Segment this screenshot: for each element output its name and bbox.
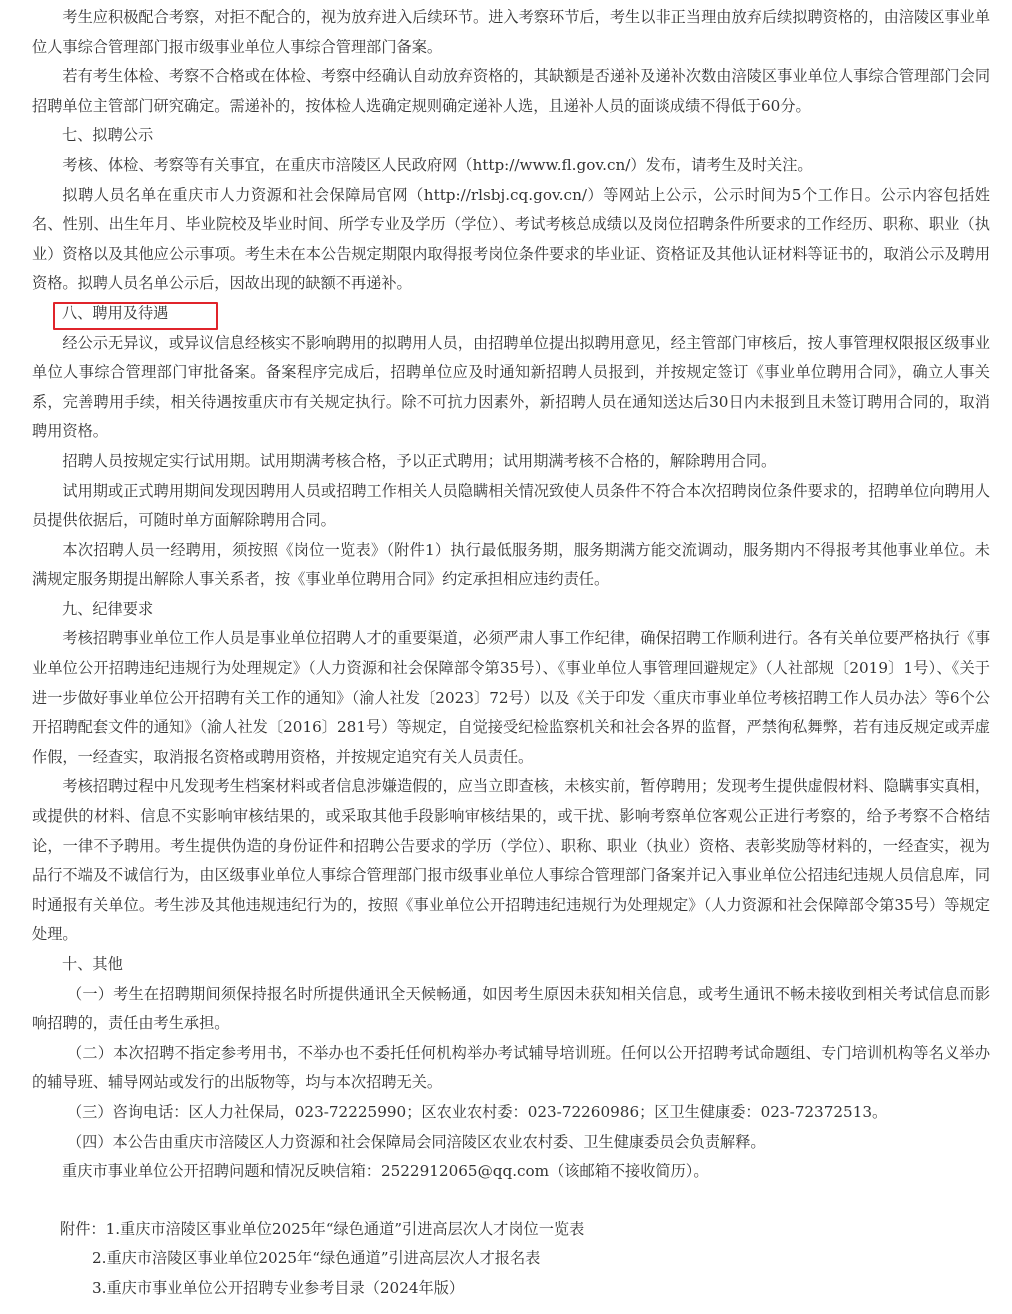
attachment-item — [32, 1244, 990, 1274]
paragraph: 考核招聘事业单位工作人员是事业单位招聘人才的重要渠道，必须严肃人事工作纪律，确保招聘工作顺利进行。各有关单位要严格执行《事业单位公开招聘违纪违规行为处理规定》（人力资源和社会保障部令第35号）、《事业单位人事管理回避规定》（人社部规〔2019〕1号）、《关于进一步做好事业单位公开招聘有关工作的通知》（渝人社发〔2023〕72号）以及《关于印发〈重庆市事业单位考核招聘工作人员办法〉等6个公开招聘配套文件的通知》（渝人社发〔2016〕281号）等规定，自觉接受纪检监察机关和社会各界的监督，严禁徇私舞弊，若有违反规定或弄虚作假，一经查实，取消报名资格或聘用资格，并按规定追究有关人员责任。 — [32, 629, 990, 766]
paragraph: 若有考生体检、考察不合格或在体检、考察中经确认自动放弃资格的，其缺额是否递补及递补次数由涪陵区事业单位人事综合管理部门会同招聘单位主管部门研究确定。需递补的，按体检人选确定规则确定递补人选，且递补人员的面谈成绩不得低于60分。 — [32, 67, 990, 115]
spacer — [32, 1187, 990, 1215]
paragraph: 考生应积极配合考察，对拒不配合的，视为放弃进入后续环节。进入考察环节后，考生以非正当理由放弃后续拟聘资格的，由涪陵区事业单位人事综合管理部门报市级事业单位人事综合管理部门备案。 — [32, 8, 990, 56]
section-heading-10: 十、其他 — [62, 955, 123, 973]
paragraph: 本次招聘人员一经聘用，须按照《岗位一览表》（附件1）执行最低服务期，服务期满方能交流调动，服务期内不得报考其他事业单位。未满规定服务期提出解除人事关系者，按《事业单位聘用合同》约定承担相应违约责任。 — [32, 540, 990, 589]
paragraph: 考核招聘过程中凡发现考生档案材料或者信息涉嫌造假的，应当立即查核，未核实前，暂停聘用；发现考生提供虚假材料、隐瞒事实真相，或提供的材料、信息不实影响审核结果的，或采取其他手段影响审核结果的，或干扰、影响考察单位客观公正进行考察的，给予考察不合格结论，一律不予聘用。考生提供伪造的身份证件和招聘公告要求的学历（学位）、职称、职业（执业）资格、表彰奖励等材料的，一经查实，视为品行不端及不诚信行为，由区级事业单位人事综合管理部门报市级事业单位人事综合管理部门备案并记入事业单位公招违纪违规人员信息库，同时通报有关单位。考生涉及其他违规违纪行为的，按照《事业单位公开招聘违纪违规行为处理规定》（人力资源和社会保障部令第35号）等规定处理。 — [32, 777, 990, 944]
list-item: （三）咨询电话：区人力社保局，023-72225990；区农业农村委：023-72260986；区卫生健康委：023-72372513。 — [66, 1102, 888, 1121]
paragraph: 拟聘人员名单在重庆市人力资源和社会保障局官网（http://rlsbj.cq.gov.cn/）等网站上公示，公示时间为5个工作日。公示内容包括姓名、性别、出生年月、毕业院校及毕业时间、所学专业及学历（学位）、考试考核总成绩以及岗位招聘条件所要求的工作经历、职称、职业（执业）资格以及其他应公示事项。考生未在本公告规定期限内取得报考岗位条件要求的毕业证、资格证及其他认证材料等证书的，取消公示及聘用资格。拟聘人员名单公示后，因故出现的缺额不再递补。 — [32, 185, 990, 293]
paragraph: 试用期或正式聘用期间发现因聘用人员或招聘工作相关人员隐瞒相关情况致使人员条件不符合本次招聘岗位条件要求的，招聘单位向聘用人员提供依据后，可随时单方面解除聘用合同。 — [32, 481, 990, 530]
attachment-item — [32, 1274, 990, 1304]
paragraph: 考核、体检、考察等有关事宜，在重庆市涪陵区人民政府网（http://www.fl.gov.cn/）发布，请考生及时关注。 — [62, 155, 813, 174]
paragraph: 经公示无异议，或异议信息经核实不影响聘用的拟聘用人员，由招聘单位提出拟聘用意见，经主管部门审核后，按人事管理权限报区级事业单位人事综合管理部门审批备案。备案程序完成后，招聘单位应及时通知新招聘人员报到，并按规定签订《事业单位聘用合同》，确立人事关系，完善聘用手续，相关待遇按重庆市有关规定执行。除不可抗力因素外，新招聘人员在通知送达后30日内未报到且未签订聘用合同的，取消聘用资格。 — [32, 333, 990, 441]
highlight-box — [53, 302, 218, 330]
section-heading-9: 九、纪律要求 — [62, 599, 154, 618]
list-item: （一）考生在招聘期间须保持报名时所提供通讯全天候畅通，如因考生原因未获知相关信息，或考生通讯不畅未接收到相关考试信息而影响招聘的，责任由考生承担。 — [32, 984, 990, 1033]
section-heading-8: 八、聘用及待遇 — [62, 303, 169, 322]
section-heading-7: 七、拟聘公示 — [62, 126, 154, 145]
mailbox-line: 重庆市事业单位公开招聘问题和情况反映信箱：2522912065@qq.com（该邮箱不接收简历）。 — [62, 1162, 709, 1181]
attachment-title[interactable]: 1.重庆市涪陵区事业单位2025年“绿色通道”引进高层次人才岗位一览表 — [105, 1219, 585, 1238]
list-item: （二）本次招聘不指定参考用书，不举办也不委托任何机构举办考试辅导培训班。任何以公开招聘考试命题组、专门培训机构等名义举办的辅导班、辅导网站或发行的出版物等，均与本次招聘无关。 — [32, 1043, 990, 1092]
paragraph: 招聘人员按规定实行试用期。试用期满考核合格，予以正式聘用；试用期满考核不合格的，解除聘用合同。 — [62, 451, 777, 470]
attachment-item — [32, 1215, 990, 1245]
attachment-label: 附件： — [60, 1219, 106, 1238]
attachment-title[interactable]: 3.重庆市事业单位公开招聘专业参考目录（2024年版） — [92, 1278, 465, 1297]
attachment-title[interactable]: 2.重庆市涪陵区事业单位2025年“绿色通道”引进高层次人才报名表 — [92, 1249, 541, 1268]
list-item: （四）本公告由重庆市涪陵区人力资源和社会保障局会同涪陵区农业农村委、卫生健康委员会负责解释。 — [66, 1132, 766, 1151]
